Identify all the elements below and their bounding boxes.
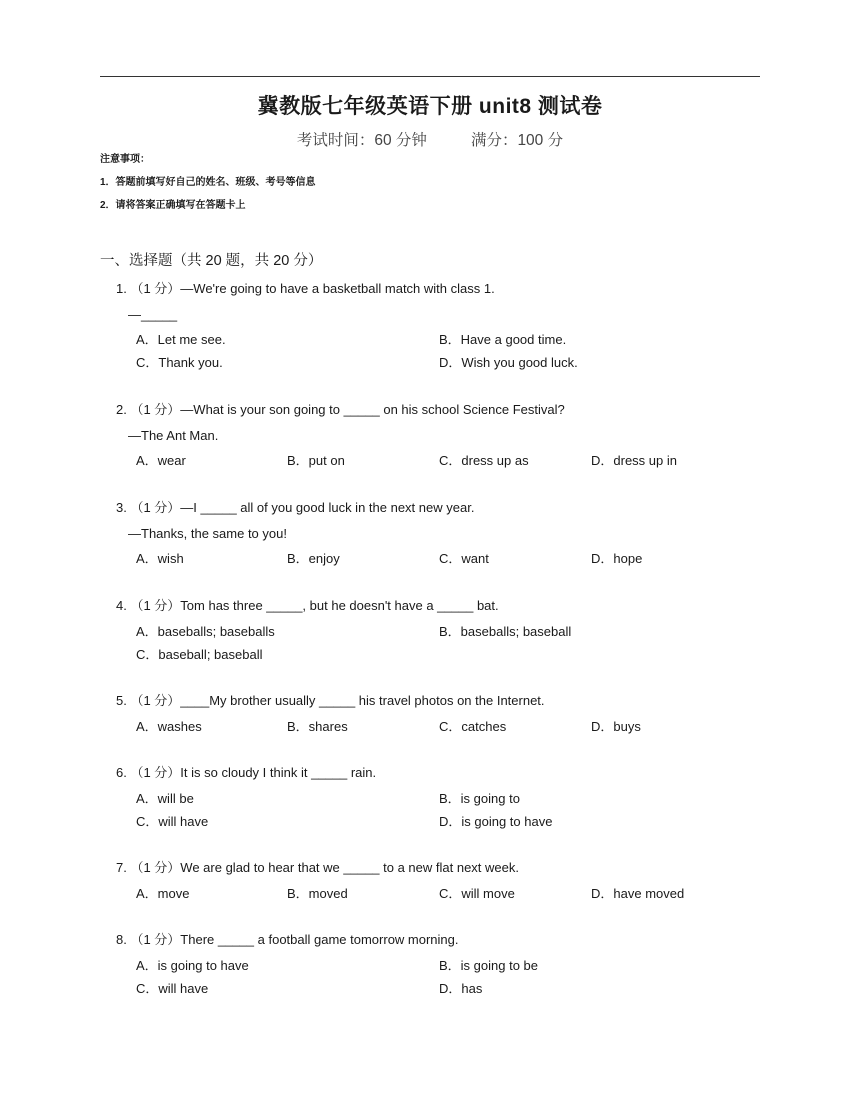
options — [136, 959, 736, 1005]
question-7 — [116, 861, 736, 910]
options — [136, 625, 736, 671]
option-c[interactable]: C．want — [439, 551, 489, 566]
option-c[interactable]: C．will have — [136, 814, 209, 829]
question-8 — [116, 933, 736, 1005]
notes-heading: 注意事项： — [100, 154, 150, 165]
options — [136, 792, 736, 838]
question-4 — [116, 599, 736, 671]
exam-meta — [0, 128, 860, 150]
options — [136, 720, 736, 743]
option-d[interactable]: D．dress up in — [591, 453, 677, 468]
page-title: 冀教版七年级英语下册 unit8 测试卷 — [257, 95, 603, 118]
option-a[interactable]: A．Let me see. — [136, 332, 226, 347]
option-d[interactable]: D．buys — [591, 719, 641, 734]
option-c[interactable]: C．catches — [439, 719, 507, 734]
option-c[interactable]: C．baseball; baseball — [136, 647, 263, 662]
option-a[interactable]: A．will be — [136, 791, 194, 806]
option-b[interactable]: B．baseballs; baseball — [439, 624, 572, 639]
option-d[interactable]: D．have moved — [591, 886, 685, 901]
notes — [100, 154, 316, 223]
options — [136, 454, 736, 477]
option-c[interactable]: C．dress up as — [439, 453, 529, 468]
note-item: 2．请将答案正确填写在答题卡上 — [100, 200, 246, 211]
option-c[interactable]: C．will move — [439, 886, 515, 901]
option-b[interactable]: B．is going to be — [439, 958, 539, 973]
section-title: 一、选择题（共 20 题，共 20 分） — [100, 253, 323, 269]
top-rule — [100, 76, 760, 77]
exam-time: 考试时间：60 分钟 — [296, 132, 427, 149]
question-2 — [116, 403, 736, 477]
option-d[interactable]: D．hope — [591, 551, 643, 566]
question-stem: 2. （1 分）—What is your son going to _____ on his school Science Festival? — [116, 402, 565, 417]
question-stem: 5. （1 分）____My brother usually _____ his travel photos on the Internet. — [116, 693, 545, 708]
question-reply: —Thanks, the same to you! — [128, 526, 287, 541]
question-stem: 3. （1 分）—I _____ all of you good luck in the next new year. — [116, 500, 475, 515]
option-d[interactable]: D．Wish you good luck. — [439, 355, 578, 370]
option-a[interactable]: A．wear — [136, 453, 186, 468]
option-b[interactable]: B．put on — [287, 453, 345, 468]
option-c[interactable]: C．will have — [136, 981, 209, 996]
options — [136, 333, 736, 379]
options — [136, 887, 736, 910]
note-item: 1．答题前填写好自己的姓名、班级、考号等信息 — [100, 177, 316, 188]
option-b[interactable]: B．shares — [287, 719, 348, 734]
option-a[interactable]: A．baseballs; baseballs — [136, 624, 275, 639]
full-score: 满分：100 分 — [470, 132, 564, 149]
option-a[interactable]: A．move — [136, 886, 190, 901]
question-1 — [116, 282, 736, 379]
question-5 — [116, 694, 736, 743]
option-a[interactable]: A．wish — [136, 551, 184, 566]
question-stem: 4. （1 分）Tom has three _____, but he doesn't have a _____ bat. — [116, 598, 499, 613]
option-b[interactable]: B．Have a good time. — [439, 332, 567, 347]
question-6 — [116, 766, 736, 838]
option-d[interactable]: D．is going to have — [439, 814, 553, 829]
question-stem: 6. （1 分）It is so cloudy I think it _____ rain. — [116, 765, 377, 780]
question-stem: 7. （1 分）We are glad to hear that we _____ to a new flat next week. — [116, 860, 519, 875]
option-a[interactable]: A．is going to have — [136, 958, 249, 973]
question-reply: —The Ant Man. — [128, 428, 219, 443]
option-b[interactable]: B．moved — [287, 886, 348, 901]
option-b[interactable]: B．is going to — [439, 791, 520, 806]
option-b[interactable]: B．enjoy — [287, 551, 340, 566]
option-a[interactable]: A．washes — [136, 719, 202, 734]
options — [136, 552, 736, 575]
question-reply: —_____ — [128, 307, 178, 322]
question-3 — [116, 501, 736, 575]
option-c[interactable]: C．Thank you. — [136, 355, 223, 370]
question-stem: 1. （1 分）—We're going to have a basketball match with class 1. — [116, 281, 495, 296]
question-stem: 8. （1 分）There _____ a football game tomorrow morning. — [116, 932, 459, 947]
option-d[interactable]: D．has — [439, 981, 483, 996]
